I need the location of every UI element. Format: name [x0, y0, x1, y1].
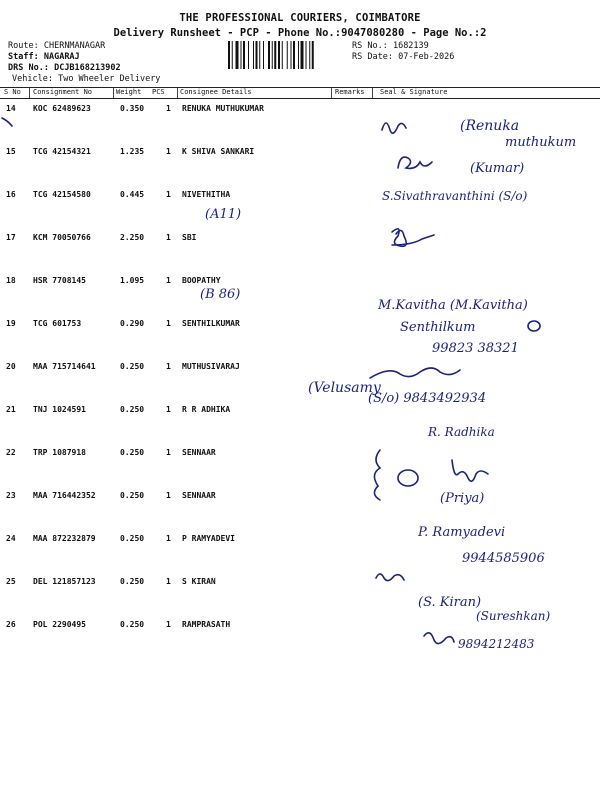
hand-r19-b: Senthilkum: [400, 320, 476, 335]
rs-date-value: 07-Feb-2026: [398, 52, 455, 62]
cell-sno: 20: [6, 362, 16, 371]
cell-consignee: R R ADHIKA: [182, 405, 231, 414]
cell-weight: 0.250: [120, 534, 145, 543]
runsheet-subtitle: Delivery Runsheet - PCP - Phone No.:9047080280 - Page No.:2: [113, 27, 487, 39]
cell-pcs: 1: [166, 577, 171, 586]
staff-value: NAGARAJ: [43, 52, 80, 62]
cell-pcs: 1: [166, 319, 171, 328]
cell-consignee: NIVETHITHA: [182, 190, 231, 199]
cell-sno: 26: [6, 620, 16, 629]
cell-weight: 0.445: [120, 190, 145, 199]
cell-sno: 15: [6, 147, 16, 156]
cell-consignment: HSR 7708145: [33, 276, 86, 285]
cell-consignment: MAA 715714641: [33, 362, 96, 371]
cell-sno: 25: [6, 577, 16, 586]
route-label: Route:: [8, 41, 39, 51]
hand-r24-b: 9944585906: [462, 551, 545, 566]
hand-r16-note: (A11): [205, 207, 242, 222]
cell-sno: 18: [6, 276, 16, 285]
col-consignment: Consignment No: [33, 88, 93, 96]
hand-r26-b: 9894212483: [458, 637, 535, 651]
barcode-bar: [241, 41, 242, 69]
barcode-bar: [309, 41, 310, 69]
hand-r20: (Velusamy: [308, 380, 381, 396]
company-title: THE PROFESSIONAL COURIERS, COIMBATORE: [179, 12, 421, 24]
table-row: [0, 147, 600, 190]
cell-consignee: SENNAAR: [182, 448, 216, 457]
barcode-bar: [263, 41, 264, 69]
cell-pcs: 1: [166, 147, 171, 156]
barcode-bar: [301, 41, 304, 69]
hand-r23: (Priya): [440, 491, 485, 506]
cell-consignment: MAA 716442352: [33, 491, 96, 500]
barcode-bar: [306, 41, 307, 69]
cell-consignee: RENUKA MUTHUKUMAR: [182, 104, 264, 113]
table-row: [0, 405, 600, 448]
barcode-bar: [272, 41, 273, 69]
hand-r18-note: (B 86): [200, 287, 241, 302]
cell-sno: 21: [6, 405, 16, 414]
table-row: [0, 491, 600, 534]
cell-consignment: TCG 601753: [33, 319, 82, 328]
drs-value: DCJB168213902: [54, 63, 121, 73]
hand-r14-a: (Renuka: [460, 118, 520, 134]
col-divider: [372, 88, 373, 98]
barcode-bar: [232, 41, 233, 69]
cell-consignee: K SHIVA SANKARI: [182, 147, 255, 156]
table-row: [0, 233, 600, 276]
cell-pcs: 1: [166, 104, 171, 113]
cell-weight: 1.235: [120, 147, 145, 156]
cell-pcs: 1: [166, 233, 171, 242]
cell-sno: 17: [6, 233, 16, 242]
table-row: [0, 104, 600, 147]
table-row: [0, 577, 600, 620]
vehicle-label: Vehicle:: [12, 74, 53, 84]
barcode-bar: [282, 41, 283, 69]
cell-weight: 0.290: [120, 319, 145, 328]
cell-weight: 1.095: [120, 276, 145, 285]
barcode-bar: [312, 41, 314, 69]
barcode-bar: [248, 41, 249, 69]
table-row: [0, 448, 600, 491]
cell-consignee: BOOPATHY: [182, 276, 221, 285]
hand-r25: (S. Kiran): [418, 595, 482, 610]
table-row: [0, 620, 600, 663]
rs-date-label: RS Date:: [352, 52, 393, 62]
rs-no-label: RS No.:: [352, 41, 388, 51]
cell-consignment: TCG 42154321: [33, 147, 91, 156]
rs-no-value: 1682139: [392, 41, 429, 51]
barcode-bar: [236, 41, 239, 69]
staff-label: Staff:: [8, 52, 39, 62]
cell-weight: 0.250: [120, 577, 145, 586]
cell-pcs: 1: [166, 405, 171, 414]
hand-r14-b: muthukum: [505, 135, 577, 150]
cell-sno: 16: [6, 190, 16, 199]
table-row: [0, 534, 600, 577]
cell-consignee: RAMPRASATH: [182, 620, 231, 629]
barcode-bar: [293, 41, 295, 69]
table-row: [0, 276, 600, 319]
col-sno: S No: [4, 88, 21, 96]
cell-consignment: KCM 70050766: [33, 233, 91, 242]
vehicle-value: Two Wheeler Delivery: [58, 74, 161, 84]
cell-pcs: 1: [166, 491, 171, 500]
cell-consignment: KOC 62489623: [33, 104, 91, 113]
col-consignee: Consignee Details: [180, 88, 252, 96]
cell-consignment: POL 2290495: [33, 620, 86, 629]
table-row: [0, 190, 600, 233]
cell-pcs: 1: [166, 362, 171, 371]
barcode-bar: [287, 41, 288, 69]
cell-weight: 0.250: [120, 448, 145, 457]
hand-r21-b: R. Radhika: [428, 425, 495, 439]
hand-r16: S.Sivathravanthini (S/o): [382, 189, 528, 203]
cell-consignment: DEL 121857123: [33, 577, 96, 586]
cell-sno: 14: [6, 104, 16, 113]
cell-weight: 0.250: [120, 491, 145, 500]
cell-sno: 19: [6, 319, 16, 328]
barcode-bar: [274, 41, 276, 69]
cell-pcs: 1: [166, 620, 171, 629]
cell-consignment: TCG 42154580: [33, 190, 91, 199]
cell-pcs: 1: [166, 534, 171, 543]
col-divider: [29, 88, 30, 98]
barcode-bar: [291, 41, 292, 69]
table-row: [0, 362, 600, 405]
cell-consignment: TRP 1087918: [33, 448, 86, 457]
hand-r24-a: P. Ramyadevi: [418, 525, 506, 540]
vehicle-line: [12, 73, 160, 85]
barcode-bar: [253, 41, 254, 69]
header-bottom-rule: [0, 98, 600, 99]
barcode-bar: [228, 41, 230, 69]
hand-r21-a: (S/o) 9843492934: [368, 391, 487, 406]
cell-consignee: S KIRAN: [182, 577, 216, 586]
cell-consignee: SENTHILKUMAR: [182, 319, 240, 328]
cell-weight: 0.250: [120, 405, 145, 414]
cell-pcs: 1: [166, 276, 171, 285]
cell-consignee: MUTHUSIVARAJ: [182, 362, 240, 371]
drs-barcode: [228, 41, 348, 69]
col-weight: Weight: [116, 88, 142, 96]
cell-weight: 0.250: [120, 620, 145, 629]
cell-consignee: SENNAAR: [182, 491, 216, 500]
cell-sno: 22: [6, 448, 16, 457]
cell-weight: 2.250: [120, 233, 145, 242]
drs-label: DRS No.:: [8, 63, 49, 73]
hand-r19-a: M.Kavitha (M.Kavitha): [378, 298, 528, 313]
cell-consignee: P RAMYADEVI: [182, 534, 235, 543]
barcode-bar: [298, 41, 299, 69]
cell-consignment: TNJ 1024591: [33, 405, 86, 414]
cell-weight: 0.250: [120, 362, 145, 371]
hand-r19-c: 99823 38321: [432, 341, 519, 356]
rs-date-line: [352, 51, 454, 63]
col-divider: [177, 88, 178, 98]
col-divider: [113, 88, 114, 98]
barcode-bar: [268, 41, 270, 69]
cell-sno: 24: [6, 534, 16, 543]
col-divider: [331, 88, 332, 98]
hand-r26-a: (Sureshkan): [476, 609, 551, 623]
barcode-bar: [259, 41, 260, 69]
cell-pcs: 1: [166, 190, 171, 199]
route-value: CHERNMANAGAR: [43, 41, 106, 51]
col-remarks: Remarks: [335, 88, 365, 96]
hand-r15: (Kumar): [470, 161, 525, 176]
table-header: [0, 87, 600, 98]
cell-consignment: MAA 872232879: [33, 534, 96, 543]
barcode-bar: [243, 41, 245, 69]
cell-consignee: SBI: [182, 233, 197, 242]
cell-sno: 23: [6, 491, 16, 500]
col-pcs: PCS: [152, 88, 165, 96]
table-row: [0, 319, 600, 362]
cell-weight: 0.350: [120, 104, 145, 113]
col-seal: Seal & Signature: [380, 88, 448, 96]
cell-pcs: 1: [166, 448, 171, 457]
barcode-bar: [278, 41, 280, 69]
barcode-bar: [256, 41, 258, 69]
